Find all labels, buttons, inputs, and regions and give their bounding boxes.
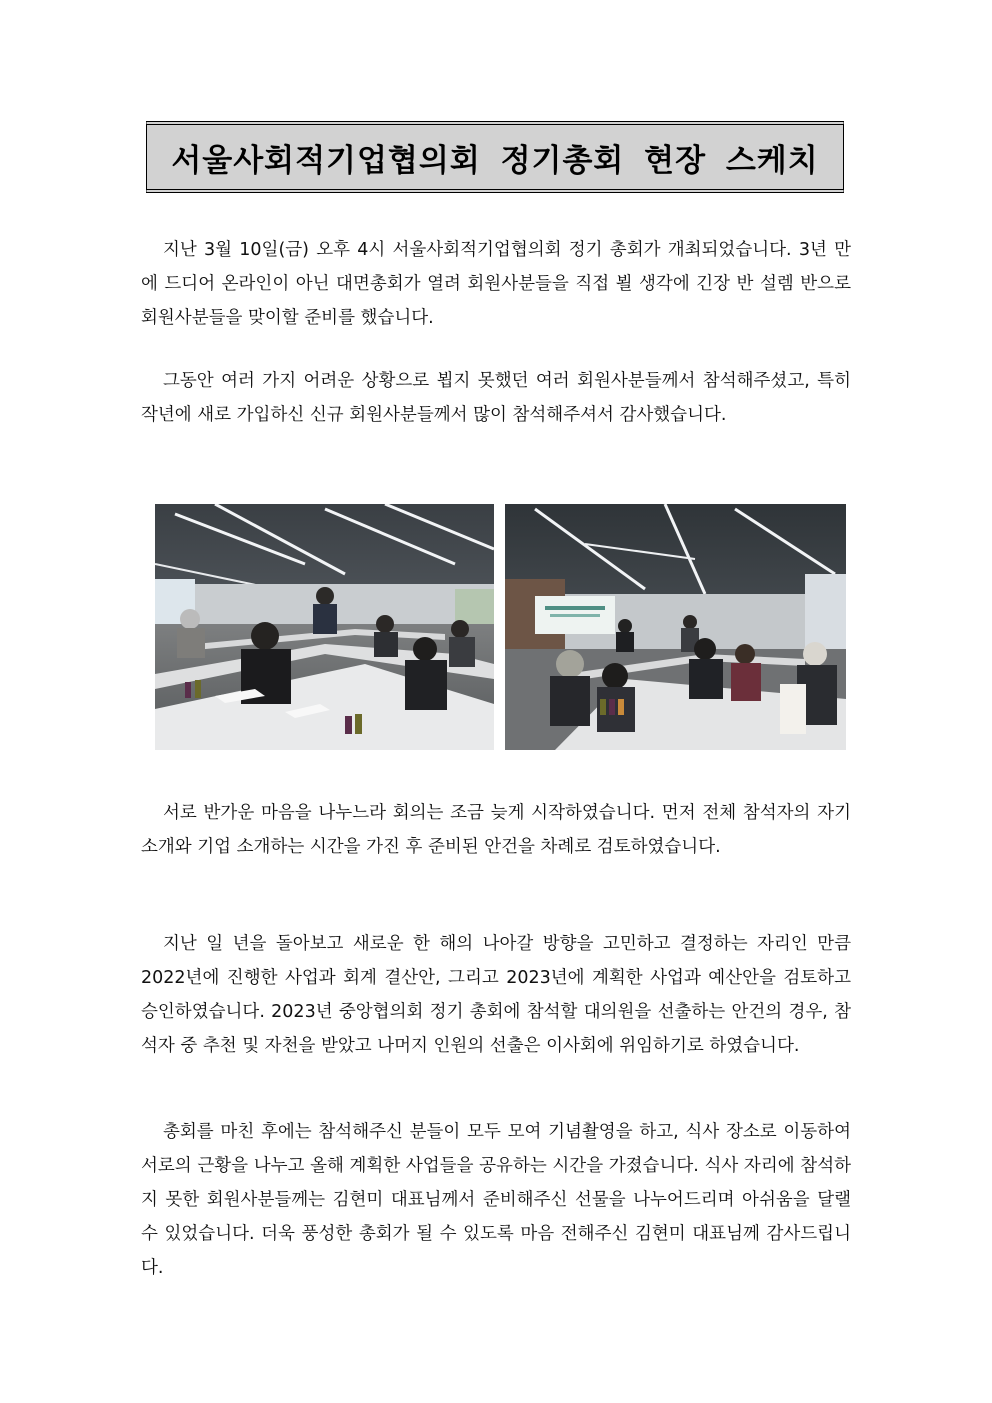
meeting-photo-right bbox=[505, 504, 846, 750]
paragraph-4: 지난 일 년을 돌아보고 새로운 한 해의 나아갈 방향을 고민하고 결정하는 자리인 만큼 2022년에 진행한 사업과 회계 결산안, 그리고 2023년에 계획한 사업과 예산안을 검토하고 승인하였습니다. 2023년 중앙협의회 정기 총회에 참석할 대의원을 선출하는 안건의 경우, 참석자 중 추천 및 자천을 받았고 나머지 인원의 선출은 이사회에 위임하기로 하였습니다. bbox=[141, 934, 851, 1056]
paragraph-1: 지난 3월 10일(금) 오후 4시 서울사회적기업협의회 정기 총회가 개최되었습니다. 3년 만에 드디어 온라인이 아닌 대면총회가 열려 회원사분들을 직접 뵐 생각에 긴장 반 설렘 반으로 회원사분들을 맞이할 준비를 했습니다. bbox=[141, 240, 851, 328]
title-box bbox=[146, 121, 844, 193]
meeting-photo-left bbox=[155, 504, 494, 750]
page-title: 서울사회적기업협의회 정기총회 현장 스케치 bbox=[171, 142, 819, 179]
paragraph-3: 서로 반가운 마음을 나누느라 회의는 조금 늦게 시작하였습니다. 먼저 전체 참석자의 자기소개와 기업 소개하는 시간을 가진 후 준비된 안건을 차례로 검토하였습니다. bbox=[141, 803, 851, 857]
paragraph-5: 총회를 마친 후에는 참석해주신 분들이 모두 모여 기념촬영을 하고, 식사 장소로 이동하여 서로의 근황을 나누고 올해 계획한 사업들을 공유하는 시간을 가졌습니다. 식사 자리에 참석하지 못한 회원사분들께는 김현미 대표님께서 준비해주신 선물을 나누어드리며 아쉬움을 달랠 수 있었습니다. 더욱 풍성한 총회가 될 수 있도록 마음 전해주신 김현미 대표님께 감사드립니다. bbox=[141, 1122, 851, 1278]
paragraph-2: 그동안 여러 가지 어려운 상황으로 뵙지 못했던 여러 회원사분들께서 참석해주셨고, 특히 작년에 새로 가입하신 신규 회원사분들께서 많이 참석해주셔서 감사했습니다. bbox=[141, 371, 851, 425]
